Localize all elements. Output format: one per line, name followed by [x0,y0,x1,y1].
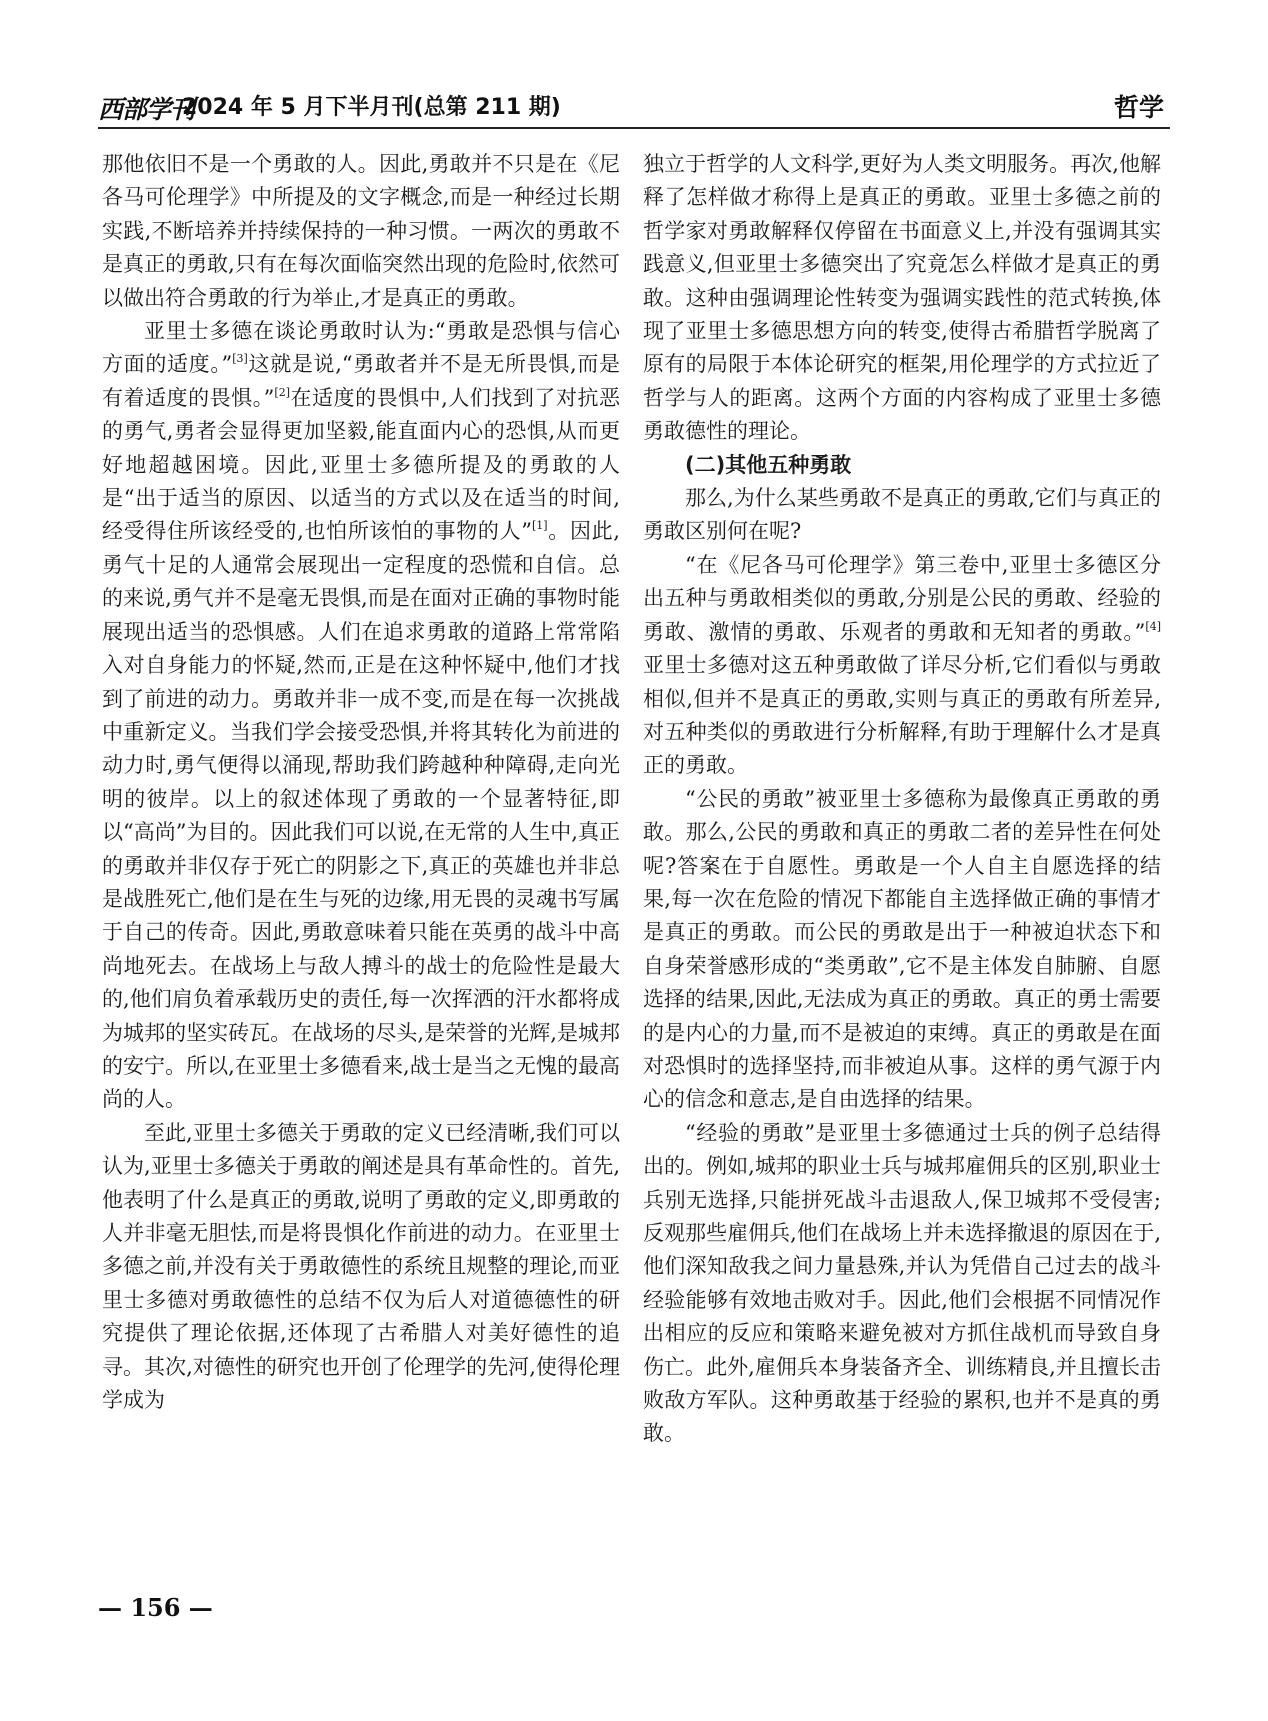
journal-logo: 西部学刊 [98,95,195,124]
left-column [102,148,620,1417]
text-run: 。因此,勇气十足的人通常会展现出一定程度的恐慌和自信。总的来说,勇气并不是毫无畏惧,而是在面对正确的事物时能展现出适当的恐惧感。人们在追求勇敢的道路上常常陷入对自身能力的怀疑,然而,正是在这种怀疑中,他们才找到了前进的动力。勇敢并非一成不变,而是在每一次挑战中重新定义。当我们学会接受恐惧,并将其转化为前进的动力时,勇气便得以涌现,帮助我们跨越种种障碍,走向光明的彼岸。以上的叙述体现了勇敢的一个显著特征,即以“高尚”为目的。因此我们可以说,在无常的人生中,真正的勇敢并非仅存于死亡的阴影之下,真正的英雄也并非总是战胜死亡,他们是在生与死的边缘,用无畏的灵魂书写属于自己的传奇。因此,勇敢意味着只能在英勇的战斗中高尚地死去。在战场上与敌人搏斗的战士的危险性是最大的,他们肩负着承载历史的责任,每一次挥洒的汗水都将成为城邦的坚实砖瓦。在战场的尽头,是荣誉的光辉,是城邦的安宁。所以,在亚里士多德看来,战士是当之无愧的最高尚的人。 [102,519,620,1112]
paragraph: 至此,亚里士多德关于勇敢的定义已经清晰,我们可以认为,亚里士多德关于勇敢的阐述是具有革命性的。首先,他表明了什么是真正的勇敢,说明了勇敢的定义,即勇敢的人并非毫无胆怯,而是将畏惧化作前进的动力。在亚里士多德之前,并没有关于勇敢德性的系统且规整的理论,而亚里士多德对勇敢德性的总结不仅为后人对道德德性的研究提供了理论依据,还体现了古希腊人对美好德性的追寻。其次,对德性的研究也开创了伦理学的先河,使得伦理学成为 [102,1120,620,1413]
paragraph: 那么,为什么某些勇敢不是真正的勇敢,它们与真正的勇敢区别何在呢? [643,486,1161,544]
section-heading: (二)其他五种勇敢 [685,452,852,477]
paragraph: 独立于哲学的人文科学,更好为人类文明服务。再次,他解释了怎样做才称得上是真正的勇敢。亚里士多德之前的哲学家对勇敢解释仅停留在书面意义上,并没有强调其实践意义,但亚里士多德突出了究竟怎么样做才是真正的勇敢。这种由强调理论性转变为强调实践性的范式转换,体现了亚里士多德思想方向的转变,使得古希腊哲学脱离了原有的局限于本体论研究的框架,用伦理学的方式拉近了哲学与人的距离。这两个方面的内容构成了亚里士多德勇敢德性的理论。 [643,152,1161,444]
text-run: “在《尼各马可伦理学》第三卷中,亚里士多德区分出五种与勇敢相类似的勇敢,分别是公民的勇敢、经验的勇敢、激情的勇敢、乐观者的勇敢和无知者的勇敢。” [643,552,1161,644]
citation: [4] [1145,619,1161,633]
text-run: 在适度的畏惧中,人们找到了对抗恶的勇气,勇者会显得更加坚毅,能直面内心的恐惧,从而更好地超越困境。因此,亚里士多德所提及的勇敢的人是“出于适当的原因、以适当的方式以及在适当的时间,经受得住所该经受的,也怕所该怕的事物的人” [102,385,620,544]
header-rule [98,127,1170,129]
paragraph [643,549,1161,783]
page-header [98,86,1170,130]
text-run: 亚里士多德在谈论勇敢时认为:“勇敢是恐惧与信心方面的适度。” [102,319,620,377]
page-number: — 156 — [98,1593,213,1622]
text-run: 这就是说,“勇敢者并不是无所畏惧,而是有着适度的畏惧。” [102,352,620,410]
paragraph: “公民的勇敢”被亚里士多德称为最像真正勇敢的勇敢。那么,公民的勇敢和真正的勇敢二者的差异性在何处呢?答案在于自愿性。勇敢是一个人自主自愿选择的结果,每一次在危险的情况下都能自主选择做正确的事情才是真正的勇敢。而公民的勇敢是出于一种被迫状态下和自身荣誉感形成的“类勇敢”,它不是主体发自肺腑、自愿选择的结果,因此,无法成为真正的勇敢。真正的勇士需要的是内心的力量,而不是被迫的束缚。真正的勇敢是在面对恐惧时的选择坚持,而非被迫从事。这样的勇气源于内心的信念和意志,是自由选择的结果。 [643,786,1161,1112]
paragraph [102,315,620,1117]
paragraph: 那他依旧不是一个勇敢的人。因此,勇敢并不只是在《尼各马可伦理学》中所提及的文字概念,而是一种经过长期实践,不断培养并持续保持的一种习惯。一两次的勇敢不是真正的勇敢,只有在每次面临突然出现的危险时,依然可以做出符合勇敢的行为举止,才是真正的勇敢。 [102,152,620,310]
section-label: 哲学 [1113,93,1164,122]
right-column [643,148,1161,1451]
issue-info: 2024 年 5 月下半月刊(总第 211 期) [182,95,561,120]
text-run: 亚里士多德对这五种勇敢做了详尽分析,它们看似与勇敢相似,但并不是真正的勇敢,实则与真正的勇敢有所差异,对五种类似的勇敢进行分析解释,有助于理解什么才是真正的勇敢。 [643,653,1161,778]
citation: [3] [232,352,248,366]
citation: [1] [532,519,548,533]
paragraph: “经验的勇敢”是亚里士多德通过士兵的例子总结得出的。例如,城邦的职业士兵与城邦雇佣兵的区别,职业士兵别无选择,只能拼死战斗击退敌人,保卫城邦不受侵害;反观那些雇佣兵,他们在战场上并未选择撤退的原因在于,他们深知敌我之间力量悬殊,并认为凭借自己过去的战斗经验能够有效地击败对手。因此,他们会根据不同情况作出相应的反应和策略来避免被对方抓住战机而导致自身伤亡。此外,雇佣兵本身装备齐全、训练精良,并且擅长击败敌方军队。这种勇敢基于经验的累积,也并不是真的勇敢。 [643,1120,1161,1446]
citation: [2] [274,385,290,399]
